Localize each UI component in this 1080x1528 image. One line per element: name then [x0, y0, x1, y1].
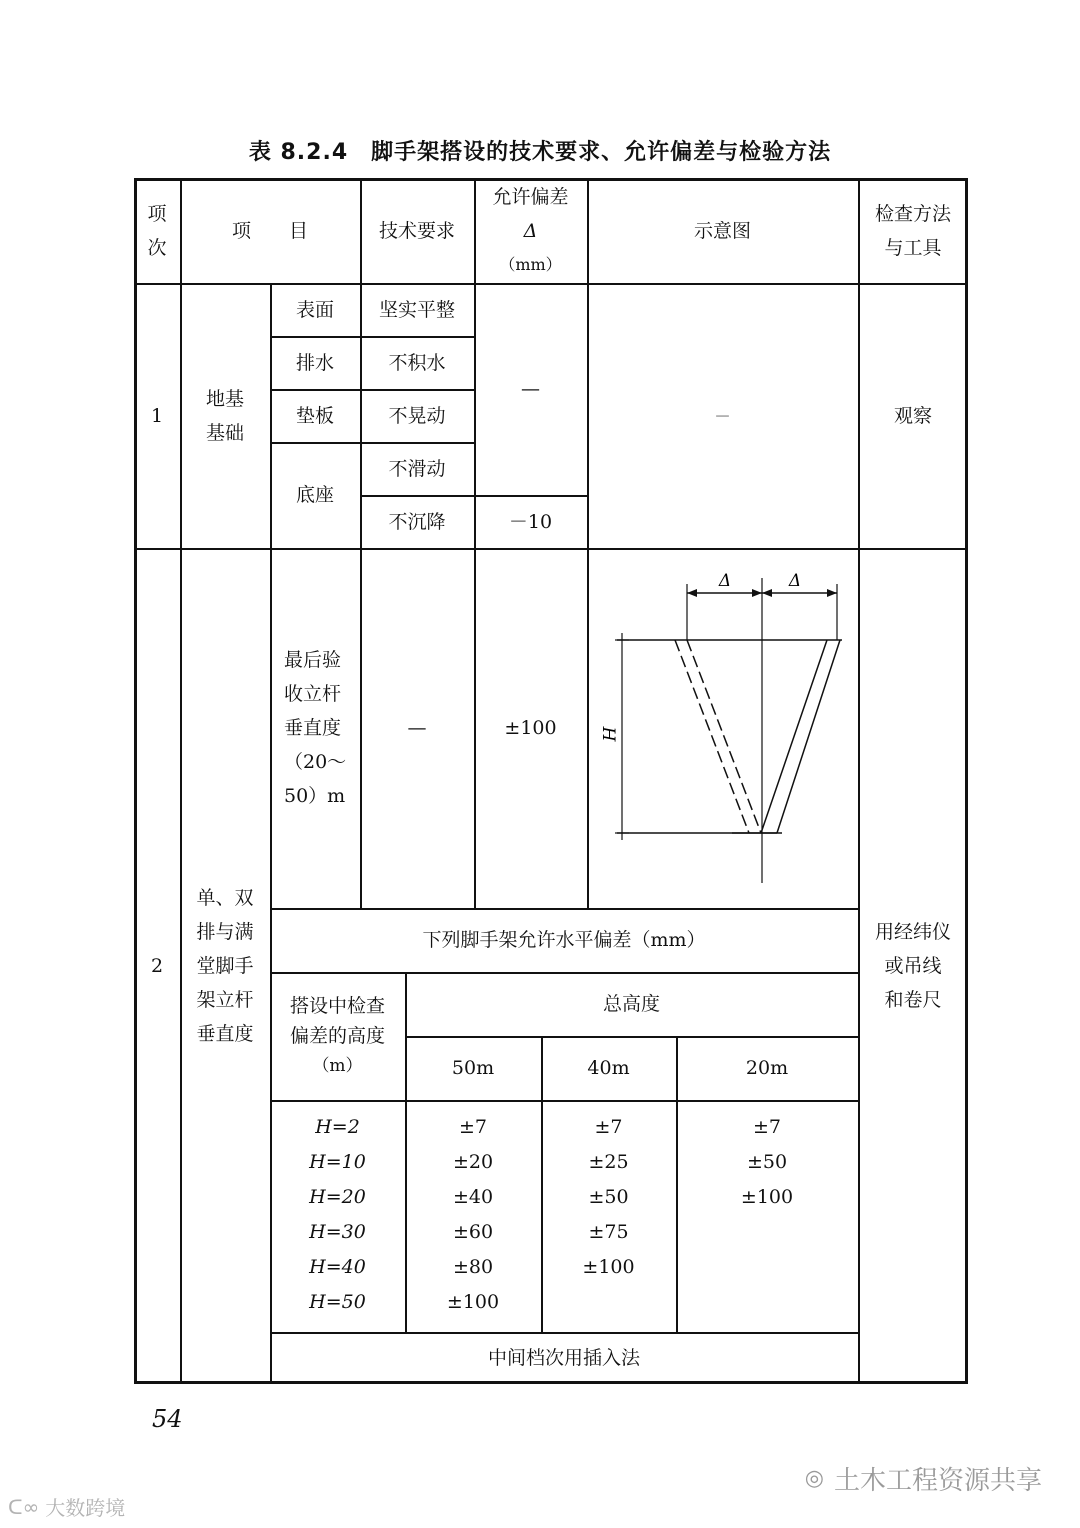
row1-figure: — — [715, 407, 730, 424]
row1-method: 观察 — [893, 404, 932, 427]
row2-requirement: — — [407, 717, 427, 739]
interpolation-note: 中间档次用插入法 — [487, 1347, 640, 1369]
row2-no: 2 — [150, 955, 164, 977]
row1-req-5: 不沉降 — [388, 510, 446, 533]
delta-left-label: Δ — [718, 571, 732, 591]
row1-sub-surface: 表面 — [295, 298, 334, 321]
row1-dev-main: — — [521, 378, 540, 400]
col-20m-values: ±7 ±50 ±100 — [740, 1116, 794, 1208]
header-figure: 示意图 — [693, 219, 751, 242]
watermark-left: ᑕ∞ 大数跨境 — [8, 1494, 126, 1520]
row2-deviation: ±100 — [504, 717, 557, 739]
sub-header-check-height: 搭设中检查 偏差的高度 （m） — [289, 995, 385, 1076]
total-height-header: 总高度 — [602, 993, 660, 1015]
col-40m-values: ±7 ±25 ±50 ±75 ±100 — [582, 1116, 635, 1278]
row1-sub-drainage: 排水 — [295, 351, 334, 374]
page-number: 54 — [152, 1405, 183, 1433]
watermark-right: ◎ 土木工程资源共享 — [804, 1466, 1042, 1496]
row1-item: 地基 基础 — [205, 387, 244, 444]
header-item: 项 目 — [231, 219, 308, 242]
header-item-no: 项 次 — [147, 202, 167, 259]
horizontal-deviation-title: 下列脚手架允许水平偏差（mm） — [422, 929, 706, 951]
col-50m-values: ±7 ±20 ±40 ±60 ±80 ±100 — [446, 1116, 500, 1313]
row2-item: 单、双 排与满 堂脚手 架立杆 垂直度 — [196, 887, 254, 1045]
header-deviation: 允许偏差 Δ （mm） — [492, 185, 569, 274]
row1-req-1: 坚实平整 — [378, 298, 455, 321]
row2-sub-item: 最后验 收立杆 垂直度 （20～ 50）m — [284, 649, 347, 807]
brand-logo-icon: ᑕ∞ — [8, 1494, 40, 1519]
verticality-diagram — [587, 548, 858, 908]
row1-sub-base: 底座 — [295, 484, 334, 506]
height-label: H — [598, 726, 618, 742]
height-40m: 40m — [587, 1057, 630, 1079]
header-requirement: 技术要求 — [378, 219, 455, 242]
delta-right-label: Δ — [788, 571, 802, 591]
row1-req-2: 不积水 — [388, 351, 446, 374]
wechat-icon: ◎ — [804, 1466, 824, 1491]
row2-method: 用经纬仪 或吊线 和卷尺 — [874, 921, 951, 1011]
height-50m: 50m — [451, 1057, 495, 1079]
row1-dev-last: －10 — [508, 510, 553, 533]
table-title: 表 8.2.4 脚手架搭设的技术要求、允许偏差与检验方法 — [248, 140, 832, 165]
row1-no: 1 — [150, 404, 164, 427]
row1-req-3: 不晃动 — [388, 404, 446, 427]
row1-req-4: 不滑动 — [388, 457, 446, 480]
height-20m: 20m — [745, 1057, 789, 1079]
h-values-column: H=2 H=10 H=20 H=30 H=40 H=50 — [309, 1116, 366, 1313]
header-method: 检查方法 与工具 — [874, 202, 951, 259]
row1-sub-pad: 垫板 — [295, 404, 334, 427]
